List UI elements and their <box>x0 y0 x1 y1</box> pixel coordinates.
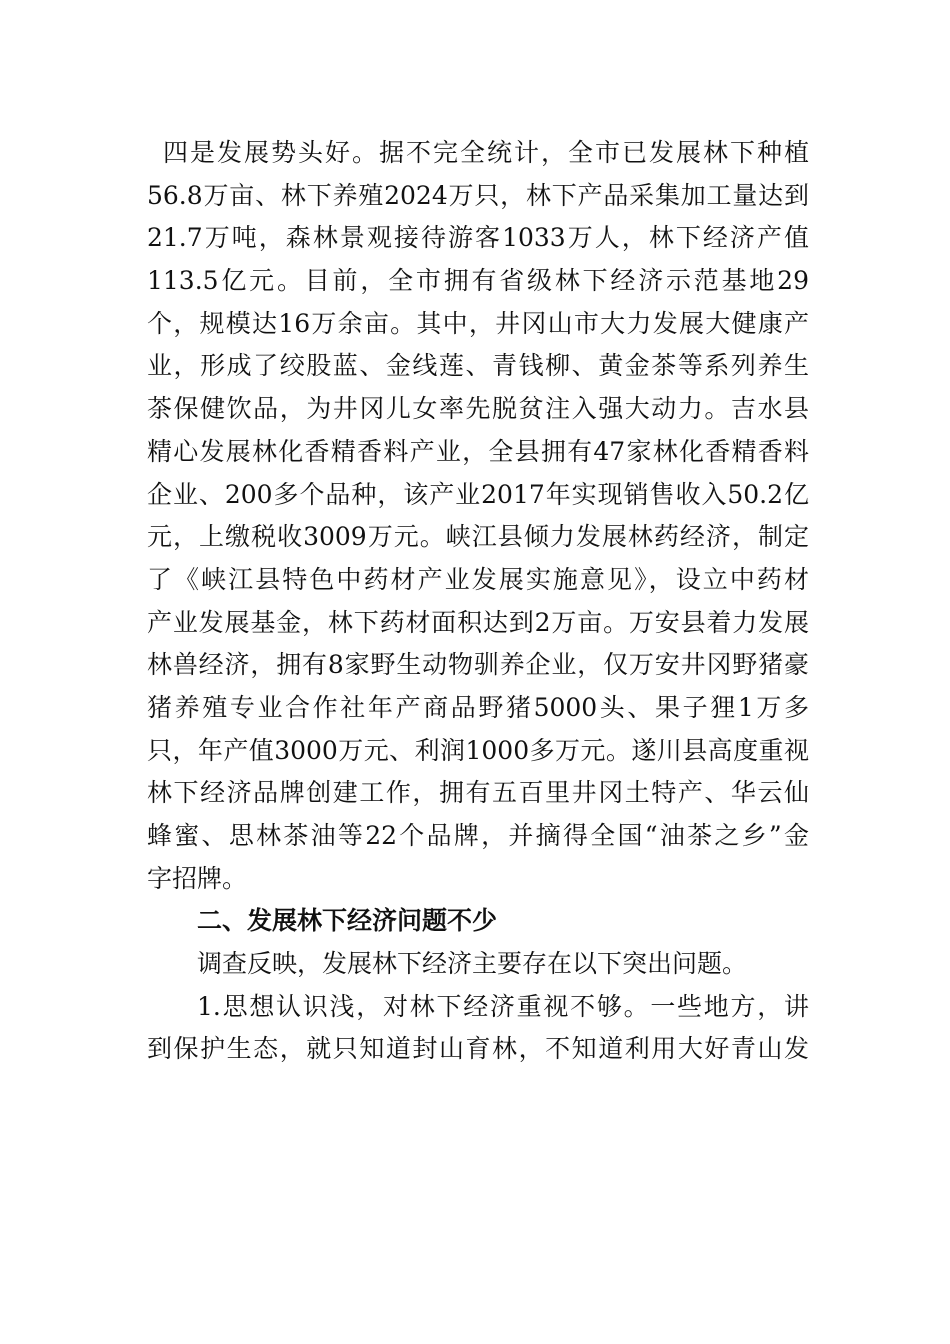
paragraph-line: 产业发展基金，林下药材面积达到2万亩。万安县着力发展 <box>147 607 809 637</box>
paragraph-line: 56.8万亩、林下养殖2024万只，林下产品采集加工量达到 <box>147 180 809 210</box>
paragraph-line: 1.思想认识浅，对林下经济重视不够。一些地方，讲 <box>197 991 809 1021</box>
paragraph-line: 元，上缴税收3009万元。峡江县倾力发展林药经济，制定 <box>147 522 809 552</box>
document-body <box>147 132 809 1071</box>
paragraph-line: 四是发展势头好。据不完全统计，全市已发展林下种植 <box>163 138 809 167</box>
paragraph-line: 业，形成了绞股蓝、金线莲、青钱柳、黄金茶等系列养生 <box>147 351 809 381</box>
paragraph-line: 猪养殖专业合作社年产商品野猪5000头、果子狸1万多 <box>147 692 809 722</box>
paragraph-line: 到保护生态，就只知道封山育林，不知道利用大好青山发 <box>147 1034 809 1064</box>
paragraph-line: 林下经济品牌创建工作，拥有五百里井冈土特产、华云仙 <box>147 778 809 808</box>
paragraph-line: 精心发展林化香精香料产业，全县拥有47家林化香精香料 <box>147 436 809 466</box>
paragraph-line: 只，年产值3000万元、利润1000多万元。遂川县高度重视 <box>147 735 809 765</box>
paragraph-line: 字招牌。 <box>147 863 248 893</box>
intro-line: 调查反映，发展林下经济主要存在以下突出问题。 <box>197 949 748 979</box>
paragraph-development-momentum <box>147 132 809 900</box>
paragraph-line: 113.5亿元。目前，全市拥有省级林下经济示范基地29 <box>147 266 809 296</box>
paragraph-item-one <box>147 986 809 1071</box>
paragraph-line: 林兽经济，拥有8家野生动物驯养企业，仅万安井冈野猪豪 <box>147 650 809 680</box>
paragraph-line: 茶保健饮品，为井冈儿女率先脱贫注入强大动力。吉水县 <box>147 394 809 424</box>
paragraph-line: 了《峡江县特色中药材产业发展实施意见》，设立中药材 <box>147 564 809 594</box>
paragraph-line: 个，规模达16万余亩。其中，井冈山市大力发展大健康产 <box>147 308 809 338</box>
paragraph-line: 企业、200多个品种，该产业2017年实现销售收入50.2亿 <box>147 479 809 509</box>
paragraph-line: 蜂蜜、思林茶油等22个品牌，并摘得全国“油茶之乡”金 <box>147 821 809 850</box>
section-heading: 二、发展林下经济问题不少 <box>197 906 498 936</box>
paragraph-line: 21.7万吨，森林景观接待游客1033万人，林下经济产值 <box>147 223 809 253</box>
